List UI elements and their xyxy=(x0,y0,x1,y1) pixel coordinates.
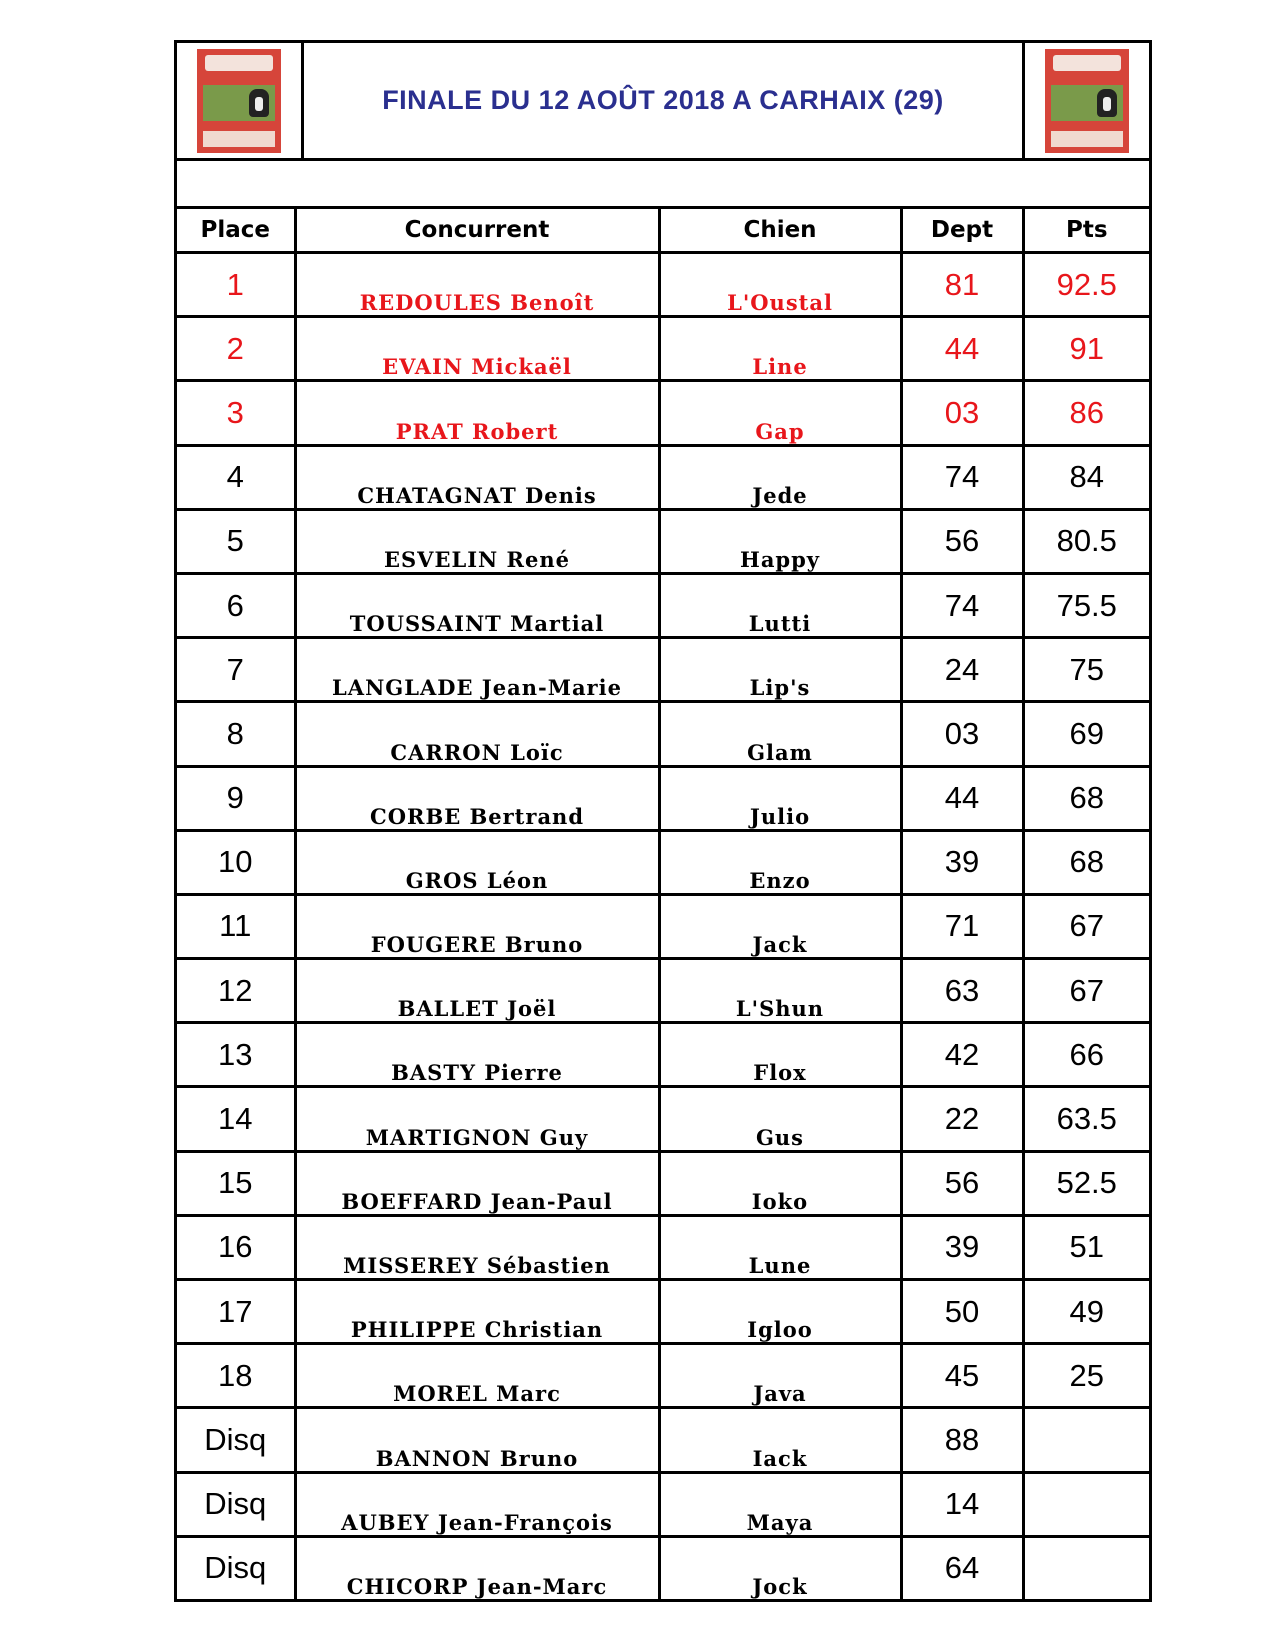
competitor-cell: GROS Léon xyxy=(295,830,659,894)
place-cell: 14 xyxy=(177,1087,295,1151)
points-cell: 67 xyxy=(1023,959,1149,1023)
competitor-cell: BANNON Bruno xyxy=(295,1408,659,1472)
dog-cell: L'Oustal xyxy=(659,253,901,317)
competitor-cell: ESVELIN René xyxy=(295,509,659,573)
dept-cell: 39 xyxy=(901,1215,1023,1279)
dog-cell: Gap xyxy=(659,381,901,445)
place-cell: 13 xyxy=(177,1023,295,1087)
dog-cell: Happy xyxy=(659,509,901,573)
competitor-cell: PRAT Robert xyxy=(295,381,659,445)
dept-cell: 39 xyxy=(901,830,1023,894)
place-cell: 8 xyxy=(177,702,295,766)
place-cell: 2 xyxy=(177,317,295,381)
dog-cell: Enzo xyxy=(659,830,901,894)
dept-cell: 50 xyxy=(901,1280,1023,1344)
place-cell: 10 xyxy=(177,830,295,894)
competitor-cell: CHICORP Jean-Marc xyxy=(295,1536,659,1599)
dog-cell: Flox xyxy=(659,1023,901,1087)
competitor-cell: MOREL Marc xyxy=(295,1344,659,1408)
blank-header-row xyxy=(177,161,1149,209)
dept-cell: 03 xyxy=(901,702,1023,766)
competitor-cell: MISSEREY Sébastien xyxy=(295,1215,659,1279)
points-cell xyxy=(1023,1472,1149,1536)
points-cell: 25 xyxy=(1023,1344,1149,1408)
table-row xyxy=(177,1472,1149,1536)
page-title: FINALE DU 12 AOÛT 2018 A CARHAIX (29) xyxy=(382,85,944,115)
dog-cell: Line xyxy=(659,317,901,381)
place-cell: 12 xyxy=(177,959,295,1023)
dog-cell: Julio xyxy=(659,766,901,830)
dept-cell: 45 xyxy=(901,1344,1023,1408)
dog-cell: L'Shun xyxy=(659,959,901,1023)
points-cell: 66 xyxy=(1023,1023,1149,1087)
logo-cell-right xyxy=(1022,43,1149,158)
dept-cell: 74 xyxy=(901,445,1023,509)
place-cell: 9 xyxy=(177,766,295,830)
dog-cell: Ioko xyxy=(659,1151,901,1215)
points-cell: 51 xyxy=(1023,1215,1149,1279)
dog-cell: Lune xyxy=(659,1215,901,1279)
dept-cell: 56 xyxy=(901,1151,1023,1215)
table-row xyxy=(177,1087,1149,1151)
competitor-cell: PHILIPPE Christian xyxy=(295,1280,659,1344)
place-cell: 1 xyxy=(177,253,295,317)
dept-cell: 44 xyxy=(901,766,1023,830)
points-cell: 86 xyxy=(1023,381,1149,445)
dept-cell: 74 xyxy=(901,573,1023,637)
table-row xyxy=(177,253,1149,317)
dept-cell: 42 xyxy=(901,1023,1023,1087)
competitor-cell: EVAIN Mickaël xyxy=(295,317,659,381)
dog-cell: Gus xyxy=(659,1087,901,1151)
table-row xyxy=(177,1344,1149,1408)
competitor-cell: CARRON Loïc xyxy=(295,702,659,766)
points-cell: 69 xyxy=(1023,702,1149,766)
points-cell: 91 xyxy=(1023,317,1149,381)
competitor-cell: BALLET Joël xyxy=(295,959,659,1023)
dog-cell: Iack xyxy=(659,1408,901,1472)
dog-cell: Maya xyxy=(659,1472,901,1536)
championship-logo-right xyxy=(1045,49,1129,153)
table-row xyxy=(177,445,1149,509)
table-row xyxy=(177,1151,1149,1215)
competitor-cell: FOUGERE Bruno xyxy=(295,894,659,958)
table-row xyxy=(177,573,1149,637)
place-cell: 15 xyxy=(177,1151,295,1215)
place-cell: 3 xyxy=(177,381,295,445)
dept-cell: 88 xyxy=(901,1408,1023,1472)
competitor-cell: AUBEY Jean-François xyxy=(295,1472,659,1536)
place-cell: 16 xyxy=(177,1215,295,1279)
points-cell: 52.5 xyxy=(1023,1151,1149,1215)
table-row xyxy=(177,1408,1149,1472)
points-cell: 63.5 xyxy=(1023,1087,1149,1151)
dog-cell: Java xyxy=(659,1344,901,1408)
column-header-dept: Dept xyxy=(901,209,1023,253)
points-cell: 67 xyxy=(1023,894,1149,958)
dog-cell: Lip's xyxy=(659,638,901,702)
competitor-cell: BOEFFARD Jean-Paul xyxy=(295,1151,659,1215)
dept-cell: 63 xyxy=(901,959,1023,1023)
place-cell: 7 xyxy=(177,638,295,702)
table-header-row xyxy=(177,209,1149,253)
place-cell: Disq xyxy=(177,1408,295,1472)
table-row xyxy=(177,1023,1149,1087)
points-cell: 75.5 xyxy=(1023,573,1149,637)
dept-cell: 44 xyxy=(901,317,1023,381)
table-row xyxy=(177,509,1149,573)
points-cell: 68 xyxy=(1023,766,1149,830)
competitor-cell: BASTY Pierre xyxy=(295,1023,659,1087)
points-cell xyxy=(1023,1536,1149,1599)
dog-cell: Jock xyxy=(659,1536,901,1599)
header-row xyxy=(177,43,1149,161)
championship-logo-left xyxy=(197,49,281,153)
table-row xyxy=(177,894,1149,958)
points-cell: 84 xyxy=(1023,445,1149,509)
place-cell: 4 xyxy=(177,445,295,509)
column-header-competitor: Concurrent xyxy=(295,209,659,253)
competitor-cell: CHATAGNAT Denis xyxy=(295,445,659,509)
points-cell: 49 xyxy=(1023,1280,1149,1344)
dog-cell: Jede xyxy=(659,445,901,509)
table-row xyxy=(177,381,1149,445)
points-cell xyxy=(1023,1408,1149,1472)
dept-cell: 24 xyxy=(901,638,1023,702)
table-row xyxy=(177,317,1149,381)
dog-cell: Lutti xyxy=(659,573,901,637)
points-cell: 75 xyxy=(1023,638,1149,702)
dept-cell: 14 xyxy=(901,1472,1023,1536)
table-row xyxy=(177,830,1149,894)
table-row xyxy=(177,766,1149,830)
competitor-cell: CORBE Bertrand xyxy=(295,766,659,830)
dept-cell: 22 xyxy=(901,1087,1023,1151)
table-row xyxy=(177,1215,1149,1279)
dog-cell: Glam xyxy=(659,702,901,766)
table-row xyxy=(177,638,1149,702)
dept-cell: 71 xyxy=(901,894,1023,958)
points-cell: 80.5 xyxy=(1023,509,1149,573)
place-cell: Disq xyxy=(177,1472,295,1536)
points-cell: 68 xyxy=(1023,830,1149,894)
points-cell: 92.5 xyxy=(1023,253,1149,317)
competitor-cell: REDOULES Benoît xyxy=(295,253,659,317)
place-cell: 11 xyxy=(177,894,295,958)
dept-cell: 64 xyxy=(901,1536,1023,1599)
dept-cell: 56 xyxy=(901,509,1023,573)
dept-cell: 03 xyxy=(901,381,1023,445)
logo-cell-left xyxy=(177,43,304,158)
competitor-cell: LANGLADE Jean-Marie xyxy=(295,638,659,702)
table-row xyxy=(177,702,1149,766)
column-header-dog: Chien xyxy=(659,209,901,253)
place-cell: 5 xyxy=(177,509,295,573)
competitor-cell: MARTIGNON Guy xyxy=(295,1087,659,1151)
column-header-place: Place xyxy=(177,209,295,253)
place-cell: 6 xyxy=(177,573,295,637)
dog-cell: Igloo xyxy=(659,1280,901,1344)
place-cell: 18 xyxy=(177,1344,295,1408)
place-cell: 17 xyxy=(177,1280,295,1344)
place-cell: Disq xyxy=(177,1536,295,1599)
dept-cell: 81 xyxy=(901,253,1023,317)
results-sheet xyxy=(174,40,1152,1602)
column-header-points: Pts xyxy=(1023,209,1149,253)
table-row xyxy=(177,1280,1149,1344)
table-row xyxy=(177,959,1149,1023)
results-table xyxy=(177,209,1149,1599)
competitor-cell: TOUSSAINT Martial xyxy=(295,573,659,637)
table-row xyxy=(177,1536,1149,1599)
dog-cell: Jack xyxy=(659,894,901,958)
